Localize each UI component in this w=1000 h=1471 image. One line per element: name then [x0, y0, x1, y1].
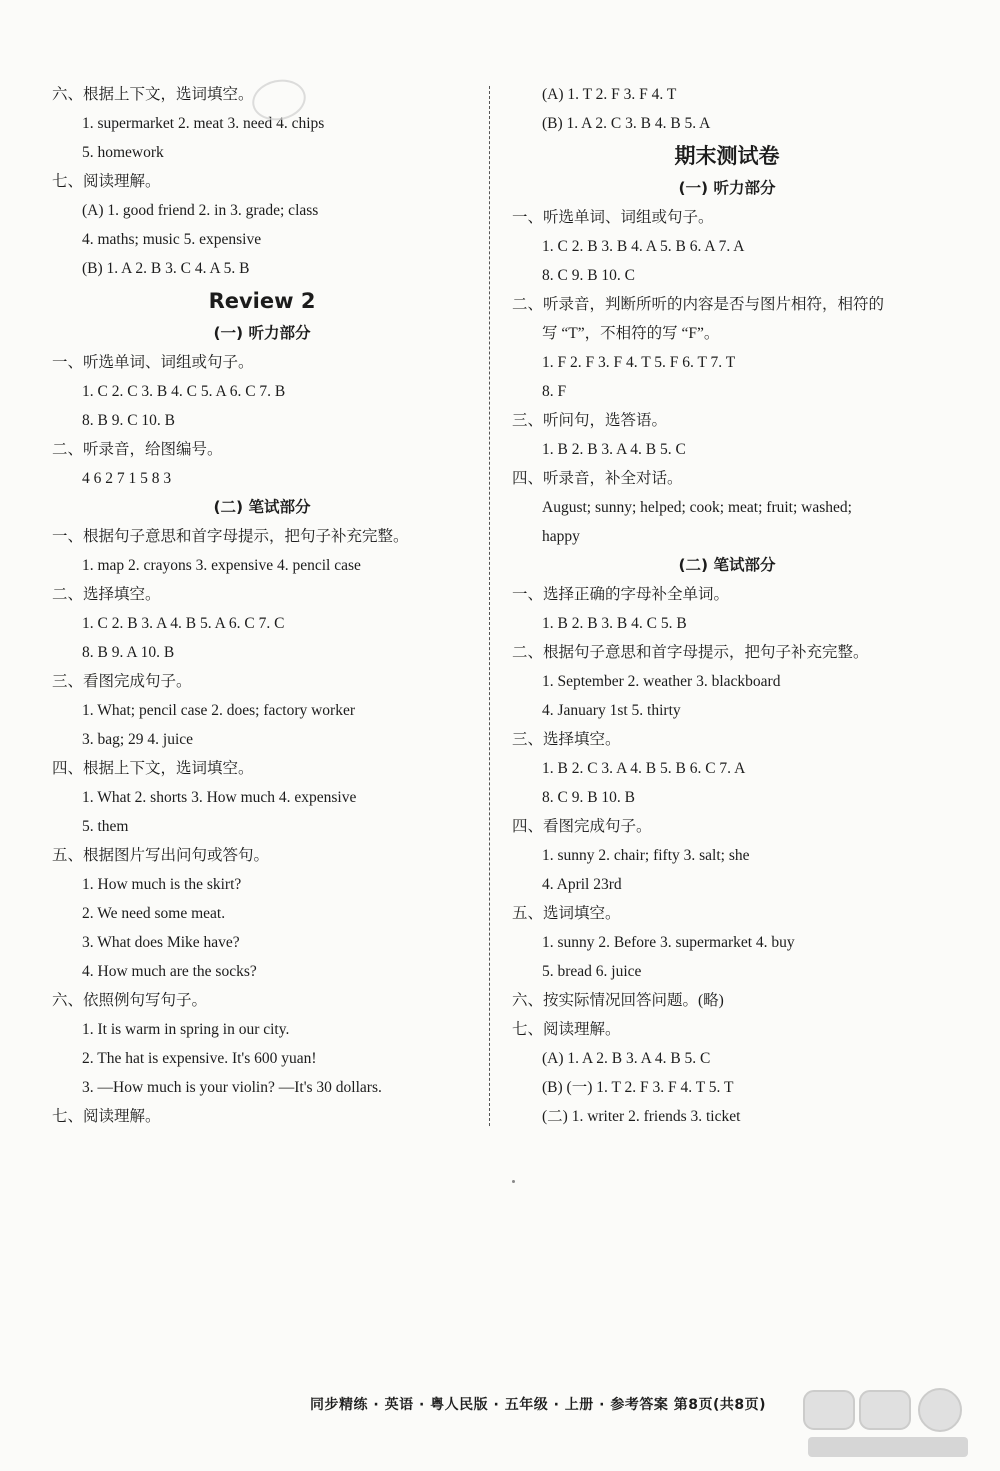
left-answer-line: 1. C 2. B 3. A 4. B 5. A 6. C 7. C	[82, 615, 285, 632]
right-answer-line: 5. bread 6. juice	[542, 963, 642, 980]
right-question-heading: 二、根据句子意思和首字母提示，把句子补充完整。	[512, 644, 869, 661]
right-subsection-title: (一) 听力部分	[678, 179, 776, 197]
left-question-heading: 二、选择填空。	[52, 586, 161, 603]
left-question-heading: 六、根据上下文，选词填空。	[52, 86, 254, 103]
right-column	[512, 80, 942, 1131]
right-subsection-title: (二) 笔试部分	[678, 556, 776, 574]
left-question-heading: 六、依照例句写句子。	[52, 992, 208, 1009]
left-subsection-title: (二) 笔试部分	[213, 498, 311, 516]
left-answer-line: 2. The hat is expensive. It's 600 yuan!	[82, 1050, 317, 1067]
right-answer-line: 1. sunny 2. chair; fifty 3. salt; she	[542, 847, 750, 864]
watermark-logo	[800, 1385, 975, 1461]
left-answer-line: 1. supermarket 2. meat 3. need 4. chips	[82, 115, 325, 132]
right-section-title: 期末测试卷	[674, 144, 780, 168]
left-answer-line: 1. map 2. crayons 3. expensive 4. pencil case	[82, 557, 361, 574]
right-question-heading: 三、选择填空。	[512, 731, 621, 748]
right-answer-line: (A) 1. A 2. B 3. A 4. B 5. C	[542, 1050, 711, 1067]
right-question-heading: 一、听选单词、词组或句子。	[512, 209, 714, 226]
right-answer-line: 1. B 2. B 3. A 4. B 5. C	[542, 441, 686, 458]
left-answer-line: 5. them	[82, 818, 129, 835]
right-answer-line: 1. B 2. C 3. A 4. B 5. B 6. C 7. A	[542, 760, 746, 777]
column-divider	[489, 86, 490, 1126]
right-answer-line: 1. September 2. weather 3. blackboard	[542, 673, 781, 690]
right-answer-line: (A) 1. T 2. F 3. F 4. T	[542, 86, 677, 103]
left-answer-line: 2. We need some meat.	[82, 905, 226, 922]
left-answer-line: 3. bag; 29 4. juice	[82, 731, 194, 748]
left-answer-line: 8. B 9. C 10. B	[82, 412, 176, 429]
left-answer-line: 1. What 2. shorts 3. How much 4. expensive	[82, 789, 357, 806]
right-answer-line: 4. April 23rd	[542, 876, 622, 893]
left-subsection-title: (一) 听力部分	[213, 324, 311, 342]
left-question-heading: 七、阅读理解。	[52, 173, 161, 190]
left-answer-line: 1. It is warm in spring in our city.	[82, 1021, 290, 1038]
right-question-heading: 五、选词填空。	[512, 905, 621, 922]
right-question-heading: 二、听录音，判断所听的内容是否与图片相符，相符的	[512, 296, 885, 313]
right-answer-line: 1. sunny 2. Before 3. supermarket 4. buy	[542, 934, 795, 951]
right-answer-line: 1. C 2. B 3. B 4. A 5. B 6. A 7. A	[542, 238, 745, 255]
left-answer-line: 1. C 2. C 3. B 4. C 5. A 6. C 7. B	[82, 383, 286, 400]
right-question-heading: 七、阅读理解。	[512, 1021, 621, 1038]
right-answer-line: August; sunny; helped; cook; meat; fruit; washed;	[542, 499, 852, 516]
left-answer-line: 4. How much are the socks?	[82, 963, 257, 980]
right-answer-line: 4. January 1st 5. thirty	[542, 702, 681, 719]
right-answer-line: (B) 1. A 2. C 3. B 4. B 5. A	[542, 115, 711, 132]
left-answer-line: 1. How much is the skirt?	[82, 876, 242, 893]
left-answer-line: 5. homework	[82, 144, 164, 161]
right-answer-line: 写 “T”，不相符的写 “F”。	[542, 325, 720, 342]
right-question-heading: 一、选择正确的字母补全单词。	[512, 586, 730, 603]
right-answer-line: 8. C 9. B 10. C	[542, 267, 636, 284]
speck	[512, 1180, 515, 1183]
right-answer-line: 8. F	[542, 383, 567, 400]
right-answer-line: 8. C 9. B 10. B	[542, 789, 636, 806]
left-question-heading: 七、阅读理解。	[52, 1108, 161, 1125]
left-answer-line: 4 6 2 7 1 5 8 3	[82, 470, 172, 487]
right-answer-line: 1. B 2. B 3. B 4. C 5. B	[542, 615, 687, 632]
page-footer: 同步精练 · 英语 · 粤人民版 · 五年级 · 上册 · 参考答案 第8页(共8页)	[310, 1397, 766, 1413]
left-question-heading: 五、根据图片写出问句或答句。	[52, 847, 270, 864]
right-answer-line: 1. F 2. F 3. F 4. T 5. F 6. T 7. T	[542, 354, 736, 371]
left-answer-line: 3. What does Mike have?	[82, 934, 240, 951]
left-answer-line: (B) 1. A 2. B 3. C 4. A 5. B	[82, 260, 250, 277]
left-section-title: Review 2	[208, 289, 316, 313]
left-question-heading: 三、看图完成句子。	[52, 673, 192, 690]
right-answer-line: (二) 1. writer 2. friends 3. ticket	[542, 1108, 741, 1125]
right-answer-line: (B) (一) 1. T 2. F 3. F 4. T 5. T	[542, 1079, 734, 1096]
left-answer-line: 1. What; pencil case 2. does; factory worker	[82, 702, 356, 719]
left-question-heading: 二、听录音，给图编号。	[52, 441, 223, 458]
left-answer-line: 8. B 9. A 10. B	[82, 644, 175, 661]
left-answer-line: 4. maths; music 5. expensive	[82, 231, 262, 248]
left-question-heading: 一、根据句子意思和首字母提示，把句子补充完整。	[52, 528, 409, 545]
left-column	[52, 80, 472, 1131]
left-answer-line: (A) 1. good friend 2. in 3. grade; class	[82, 202, 319, 219]
left-question-heading: 四、根据上下文，选词填空。	[52, 760, 254, 777]
right-question-heading: 四、听录音，补全对话。	[512, 470, 683, 487]
left-answer-line: 3. —How much is your violin? —It's 30 dollars.	[82, 1079, 382, 1096]
right-question-heading: 四、看图完成句子。	[512, 818, 652, 835]
right-answer-line: happy	[542, 528, 580, 545]
left-question-heading: 一、听选单词、词组或句子。	[52, 354, 254, 371]
right-question-heading: 六、按实际情况回答问题。(略)	[512, 992, 724, 1009]
right-question-heading: 三、听问句，选答语。	[512, 412, 668, 429]
